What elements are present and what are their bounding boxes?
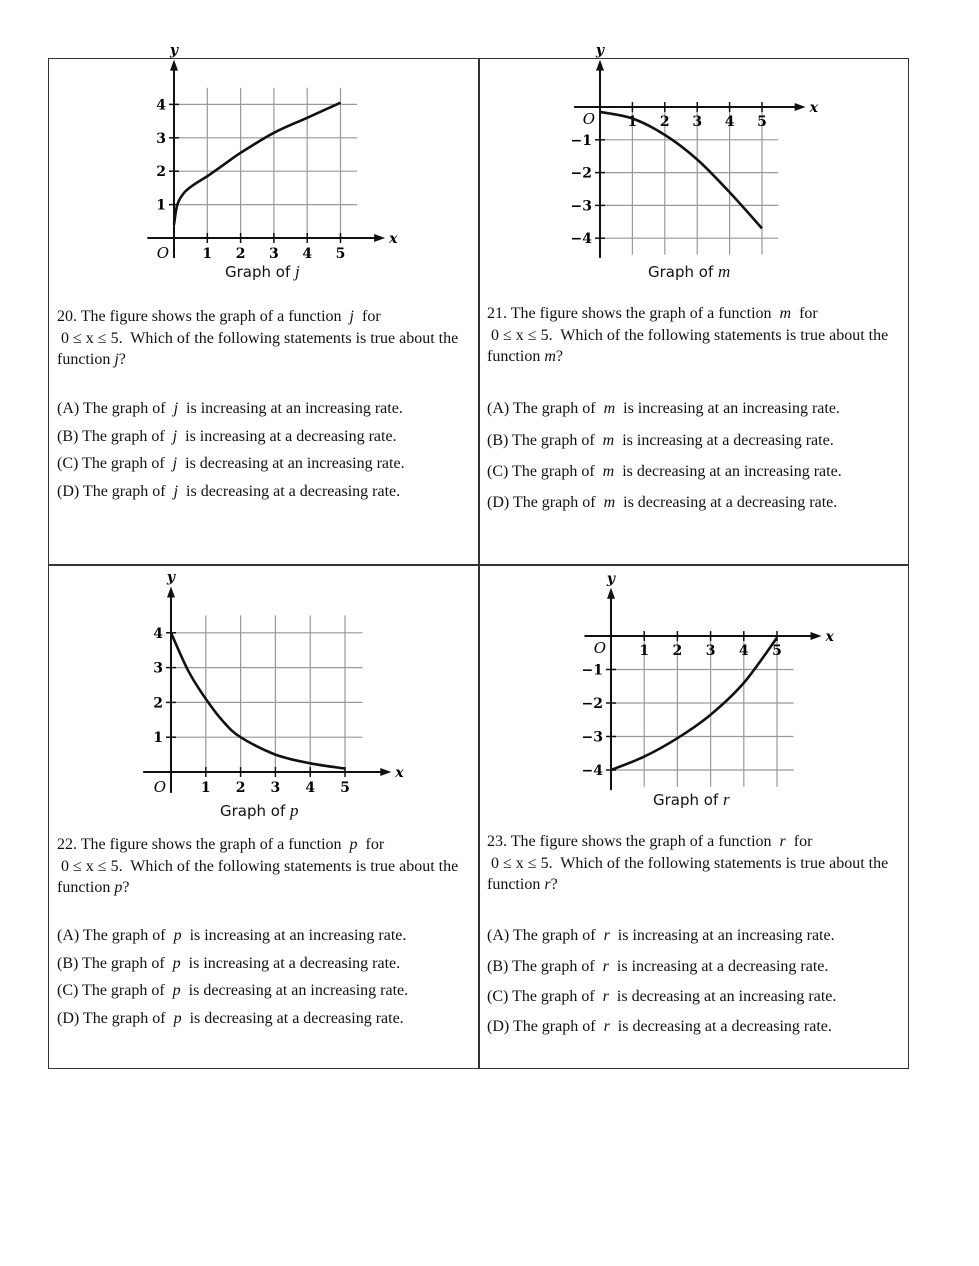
- origin-label: O: [153, 778, 166, 796]
- y-axis-arrow-icon: [607, 588, 615, 599]
- y-tick-label: 1: [156, 197, 166, 214]
- x-tick-label: 5: [340, 780, 350, 796]
- x-tick-label: 4: [724, 114, 735, 130]
- y-tick-label: −1: [581, 662, 603, 679]
- answer-option[interactable]: (D) The graph of m is decreasing at a decreasing rate.: [487, 494, 838, 511]
- x-tick-label: 3: [692, 114, 703, 130]
- x-tick-label: 2: [672, 643, 683, 659]
- graph-caption: Graph of p: [220, 801, 299, 820]
- x-tick-label: 1: [639, 643, 650, 659]
- answer-option[interactable]: (A) The graph of m is increasing at an increasing rate.: [487, 400, 840, 417]
- answer-option[interactable]: (B) The graph of m is increasing at a decreasing rate.: [487, 432, 834, 449]
- x-axis-arrow-icon: [811, 632, 822, 640]
- x-tick-label: 1: [627, 114, 638, 130]
- x-tick-label: 3: [705, 643, 716, 659]
- y-tick-label: −1: [570, 132, 592, 149]
- x-tick-label: 1: [200, 780, 211, 796]
- x-tick-label: 2: [659, 114, 670, 130]
- answer-option[interactable]: (A) The graph of j is increasing at an increasing rate.: [57, 400, 403, 417]
- x-tick-label: 2: [235, 780, 246, 796]
- answer-option[interactable]: (B) The graph of p is increasing at a decreasing rate.: [57, 955, 401, 972]
- y-tick-label: 4: [156, 97, 166, 114]
- answer-option[interactable]: (D) The graph of r is decreasing at a decreasing rate.: [487, 1018, 832, 1035]
- question-text: 23. The figure shows the graph of a function r for 0 ≤ x ≤ 5. Which of the following statements is true about the function r?: [487, 833, 889, 893]
- x-tick-label: 5: [772, 643, 782, 659]
- y-axis-label: y: [169, 42, 179, 59]
- x-tick-label: 3: [270, 780, 281, 796]
- y-tick-label: −4: [570, 231, 592, 248]
- y-tick-label: 1: [153, 730, 163, 747]
- x-axis-label: x: [395, 765, 404, 781]
- x-tick-label: 4: [738, 643, 749, 659]
- answer-option[interactable]: (C) The graph of p is decreasing at an increasing rate.: [57, 982, 409, 999]
- answer-option[interactable]: (C) The graph of r is decreasing at an increasing rate.: [487, 988, 837, 1005]
- y-tick-label: 2: [153, 695, 163, 712]
- y-axis-label: y: [606, 570, 616, 587]
- function-curve: [611, 638, 777, 770]
- y-tick-label: 3: [156, 130, 166, 147]
- answer-option[interactable]: (B) The graph of r is increasing at a decreasing rate.: [487, 958, 829, 975]
- x-tick-label: 5: [335, 246, 346, 262]
- x-axis-label: x: [825, 629, 834, 645]
- answer-option[interactable]: (C) The graph of j is decreasing at an increasing rate.: [57, 455, 405, 472]
- y-tick-label: 2: [156, 164, 166, 181]
- x-tick-label: 4: [302, 246, 313, 262]
- y-axis-label: y: [166, 569, 176, 586]
- y-tick-label: −4: [581, 763, 603, 779]
- y-axis-label: y: [595, 42, 605, 59]
- answer-option[interactable]: (A) The graph of p is increasing at an increasing rate.: [57, 927, 407, 944]
- x-axis-label: x: [809, 100, 818, 116]
- y-tick-label: −2: [570, 165, 592, 182]
- graph-caption: Graph of r: [653, 790, 730, 809]
- y-tick-label: 3: [153, 660, 163, 677]
- x-tick-label: 2: [235, 246, 246, 262]
- graph-caption: Graph of m: [648, 262, 731, 281]
- question-text: 22. The figure shows the graph of a function p for 0 ≤ x ≤ 5. Which of the following statements is true about the function p?: [57, 836, 459, 896]
- graph-caption: Graph of j: [225, 262, 300, 281]
- answer-option[interactable]: (A) The graph of r is increasing at an increasing rate.: [487, 927, 835, 944]
- x-tick-label: 5: [757, 114, 767, 130]
- y-tick-label: −3: [581, 729, 603, 746]
- x-tick-label: 3: [269, 246, 279, 262]
- answer-option[interactable]: (D) The graph of p is decreasing at a decreasing rate.: [57, 1010, 404, 1027]
- answer-option[interactable]: (C) The graph of m is decreasing at an increasing rate.: [487, 463, 842, 480]
- x-axis-label: x: [389, 231, 398, 247]
- x-tick-label: 1: [202, 246, 213, 262]
- y-tick-label: −2: [581, 696, 603, 712]
- origin-label: O: [593, 639, 606, 657]
- question-text: 21. The figure shows the graph of a function m for 0 ≤ x ≤ 5. Which of the following statements is true about the function m?: [487, 305, 889, 365]
- answer-option[interactable]: (B) The graph of j is increasing at a decreasing rate.: [57, 428, 397, 445]
- y-tick-label: 4: [153, 625, 163, 642]
- y-tick-label: −3: [570, 198, 592, 215]
- question-text: 20. The figure shows the graph of a function j for 0 ≤ x ≤ 5. Which of the following statements is true about the function j?: [57, 308, 459, 368]
- origin-label: O: [156, 244, 169, 262]
- answer-option[interactable]: (D) The graph of j is decreasing at a decreasing rate.: [57, 483, 401, 500]
- origin-label: O: [582, 110, 595, 128]
- x-tick-label: 4: [305, 780, 316, 796]
